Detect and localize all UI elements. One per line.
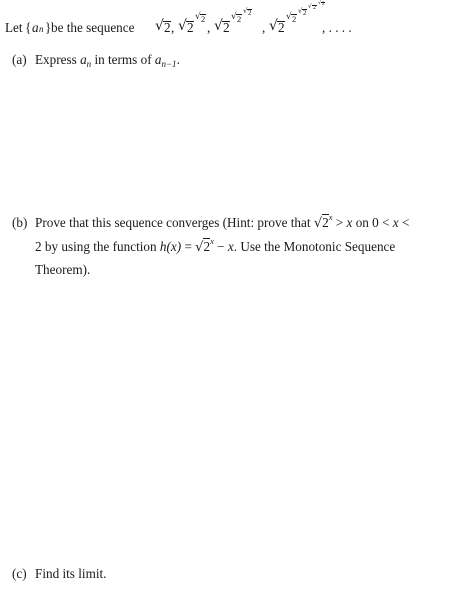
sqrt-sign: √ bbox=[269, 18, 278, 34]
part-a-mid: in terms of bbox=[91, 52, 155, 67]
term-base: 2 bbox=[187, 20, 194, 35]
problem-intro bbox=[5, 0, 465, 42]
seq-symbol: a bbox=[32, 20, 39, 35]
part-c-text: Find its limit. bbox=[35, 566, 107, 581]
intro-prefix: Let bbox=[5, 20, 23, 35]
sqrt-sign: √ bbox=[298, 7, 303, 15]
term-base: 2 bbox=[201, 14, 206, 24]
func-arg: (x) bbox=[166, 238, 182, 254]
sqrt-sign: √ bbox=[286, 12, 292, 22]
term-base: 2 bbox=[313, 5, 316, 11]
ellipsis: , . . . . bbox=[322, 20, 352, 35]
part-a-end: . bbox=[176, 52, 180, 67]
part-b-tag: (b) bbox=[12, 215, 28, 230]
set-open-brace: { bbox=[25, 20, 32, 35]
var-x: x bbox=[346, 215, 353, 230]
part-b-line2-end: . Use the Monotonic Sequence bbox=[233, 238, 396, 254]
sqrt-sign: √ bbox=[243, 7, 248, 15]
sqrt-sign: √ bbox=[214, 18, 223, 34]
var-x: x bbox=[227, 238, 234, 254]
part-b-line3: Theorem). bbox=[35, 262, 91, 277]
term-base: 2 bbox=[292, 14, 297, 24]
minus: − bbox=[213, 238, 228, 254]
a-prev-symbol: a bbox=[154, 52, 162, 67]
part-b-line-1 bbox=[12, 212, 467, 236]
comma: , bbox=[171, 20, 175, 35]
a-prev-index: n−1 bbox=[161, 59, 177, 69]
part-b-line1-on: on 0 < bbox=[352, 215, 393, 230]
part-a-text: Express bbox=[35, 52, 81, 67]
term-base: 2 bbox=[278, 20, 285, 35]
intro-mid: be the sequence bbox=[51, 20, 135, 35]
part-b-line1-prefix: Prove that this sequence converges (Hint: prove that bbox=[35, 215, 314, 230]
exponent: x bbox=[328, 212, 333, 222]
part-b-line-3 bbox=[12, 259, 467, 282]
sqrt-sign: √ bbox=[308, 3, 312, 10]
exponent: x bbox=[210, 235, 214, 246]
func-name: h bbox=[159, 238, 167, 254]
part-b bbox=[12, 212, 467, 282]
sqrt-sign: √ bbox=[155, 18, 164, 34]
part-b-line1-mid: > bbox=[332, 215, 347, 230]
sqrt-sign: √ bbox=[195, 239, 204, 255]
sqrt-sign: √ bbox=[313, 216, 323, 231]
comma: , bbox=[207, 20, 211, 35]
sqrt-sign: √ bbox=[318, 0, 322, 6]
set-close-brace: } bbox=[45, 20, 52, 35]
term-base: 2 bbox=[322, 2, 325, 7]
part-c bbox=[12, 566, 106, 582]
comma: , bbox=[262, 20, 266, 35]
part-a-tag: (a) bbox=[12, 52, 27, 67]
sqrt-sign: √ bbox=[231, 12, 237, 22]
term-base: 2 bbox=[164, 20, 171, 35]
radicand: 2 bbox=[322, 215, 329, 230]
part-b-line-2 bbox=[12, 236, 467, 260]
term-base: 2 bbox=[237, 14, 242, 24]
part-c-tag: (c) bbox=[12, 566, 27, 581]
equals: = bbox=[181, 238, 196, 254]
term-base: 2 bbox=[223, 20, 230, 35]
sqrt-sign: √ bbox=[195, 12, 201, 22]
part-b-line1-end: < bbox=[398, 215, 410, 230]
term-base: 2 bbox=[248, 9, 252, 17]
sqrt-sign: √ bbox=[178, 18, 187, 34]
a-n-symbol: a bbox=[80, 52, 87, 67]
var-x: x bbox=[392, 215, 399, 230]
part-b-line2-prefix: 2 by using the function bbox=[35, 238, 160, 254]
radicand: 2 bbox=[203, 238, 211, 254]
part-a bbox=[12, 52, 180, 68]
a-n-index: n bbox=[86, 59, 92, 69]
term-base: 2 bbox=[303, 9, 307, 17]
seq-index: n bbox=[39, 24, 44, 34]
